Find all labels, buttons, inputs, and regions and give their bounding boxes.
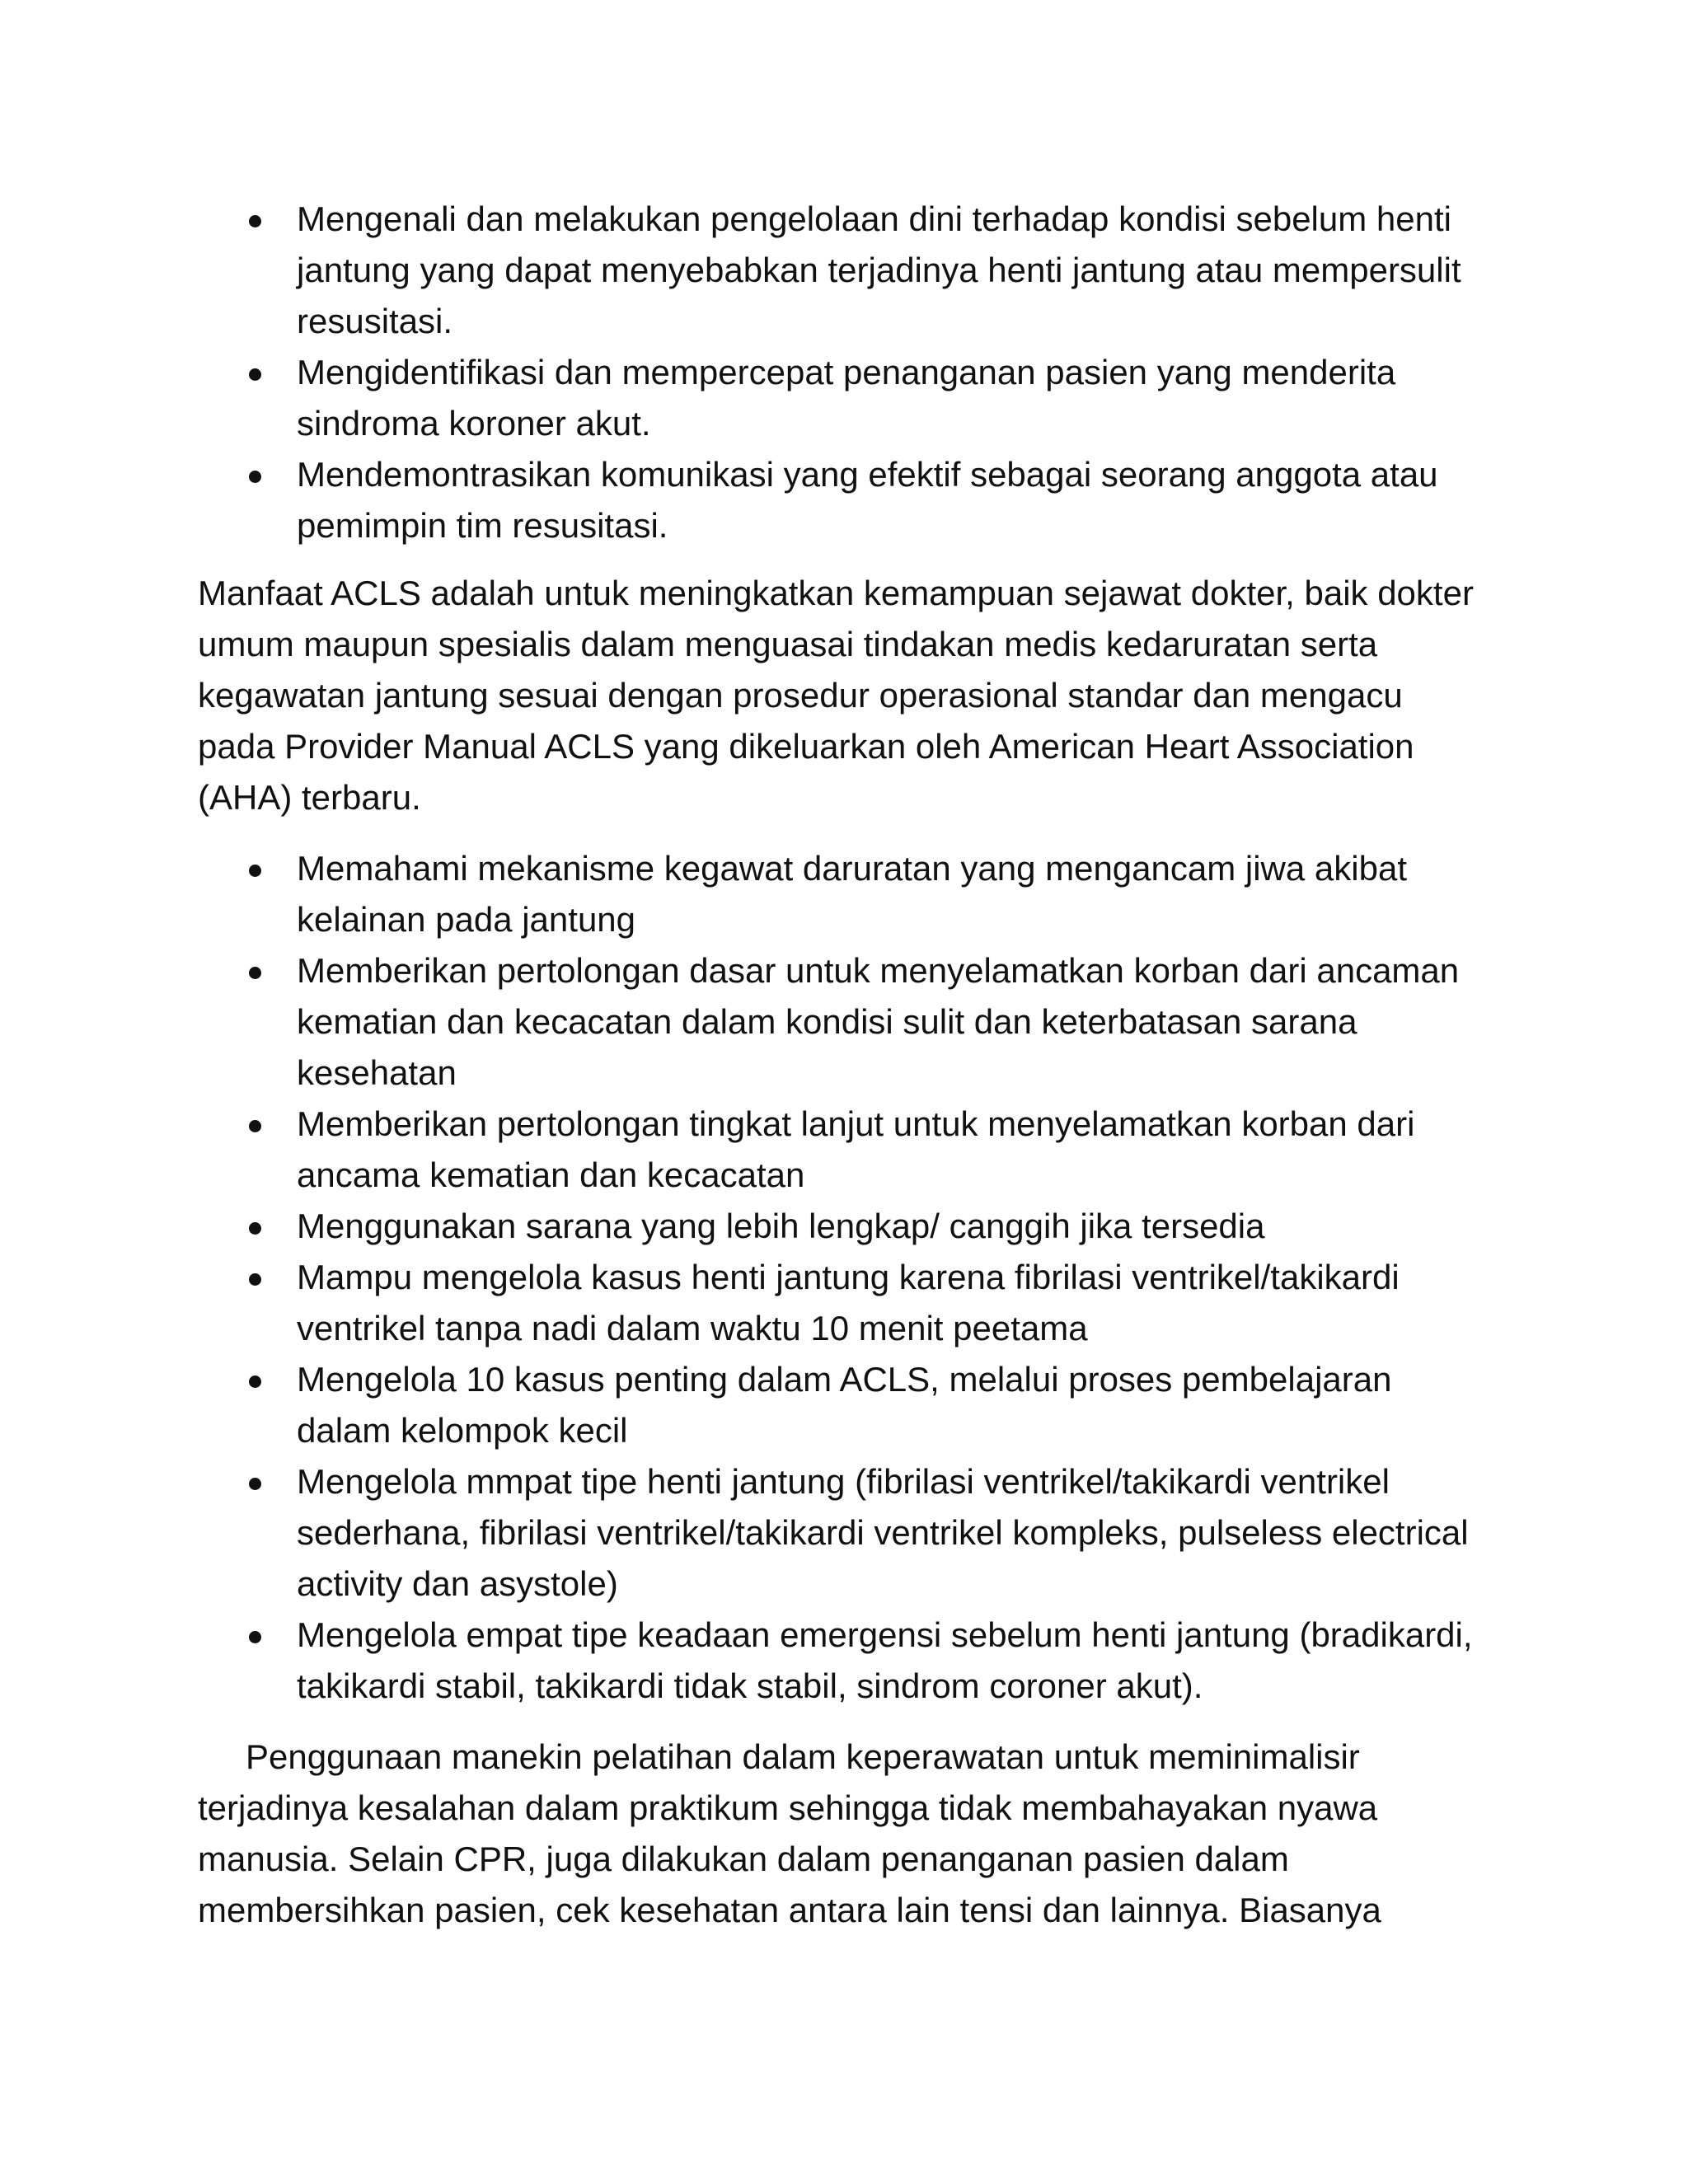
list-item-text: Mengelola mmpat tipe henti jantung (fibrilasi ventrikel/takikardi ventrikel sederhana, fibrilasi ventrikel/takikardi ventrikel kompleks, pulseless electrical activity dan asystole) <box>297 1462 1469 1603</box>
list-item <box>198 945 1484 1099</box>
list-item <box>198 1099 1484 1201</box>
bullet-icon <box>249 471 261 483</box>
bullet-icon <box>249 368 261 381</box>
list-item <box>198 1610 1484 1712</box>
list-item-text: Memahami mekanisme kegawat daruratan yang mengancam jiwa akibat kelainan pada jantung <box>297 849 1407 939</box>
bullet-icon <box>249 1478 261 1490</box>
list-item <box>198 1456 1484 1610</box>
list-item <box>198 194 1484 347</box>
list-item-text: Menggunakan sarana yang lebih lengkap/ canggih jika tersedia <box>297 1207 1265 1245</box>
manikin-paragraph: Penggunaan manekin pelatihan dalam keperawatan untuk meminimalisir terjadinya kesalahan dalam praktikum sehingga tidak membahayakan nyawa manusia. Selain CPR, juga dilakukan dalam penanganan pasien dalam membersihkan pasien, cek kesehatan antara lain tensi dan lainnya. Biasanya <box>198 1737 1381 1929</box>
acls-paragraph: Manfaat ACLS adalah untuk meningkatkan kemampuan sejawat dokter, baik dokter umum maupun spesialis dalam menguasai tindakan medis kedaruratan serta kegawatan jantung sesuai dengan prosedur operasional standar dan mengacu pada Provider Manual ACLS yang dikeluarkan oleh American Heart Association (AHA) terbaru. <box>198 574 1474 817</box>
bullet-icon <box>249 967 261 979</box>
objectives-list <box>198 194 1484 551</box>
list-item-text: Mengelola 10 kasus penting dalam ACLS, melalui proses pembelajaran dalam kelompok kecil <box>297 1360 1392 1450</box>
list-item <box>198 1252 1484 1354</box>
list-item <box>198 1201 1484 1252</box>
bullet-icon <box>249 1376 261 1388</box>
list-item-text: Mampu mengelola kasus henti jantung karena fibrilasi ventrikel/takikardi ventrikel tanpa nadi dalam waktu 10 menit peetama <box>297 1258 1400 1347</box>
bullet-icon <box>249 1273 261 1286</box>
list-item-text: Mendemontrasikan komunikasi yang efektif sebagai seorang anggota atau pemimpin tim resusitasi. <box>297 455 1438 545</box>
list-item <box>198 347 1484 449</box>
benefits-list <box>198 843 1484 1712</box>
list-item-text: Mengelola empat tipe keadaan emergensi sebelum henti jantung (bradikardi, takikardi stabil, takikardi tidak stabil, sindrom coroner akut). <box>297 1615 1473 1705</box>
list-item-text: Mengidentifikasi dan mempercepat penanganan pasien yang menderita sindroma koroner akut. <box>297 353 1396 443</box>
bullet-icon <box>249 1222 261 1235</box>
list-item <box>198 843 1484 945</box>
list-item <box>198 1354 1484 1456</box>
document-body <box>198 194 1484 1936</box>
bullet-icon <box>249 1631 261 1643</box>
bullet-icon <box>249 1120 261 1132</box>
bullet-icon <box>249 215 261 227</box>
list-item-text: Memberikan pertolongan dasar untuk menyelamatkan korban dari ancaman kematian dan kecacatan dalam kondisi sulit dan keterbatasan sarana kesehatan <box>297 951 1460 1092</box>
list-item-text: Mengenali dan melakukan pengelolaan dini terhadap kondisi sebelum henti jantung yang dapat menyebabkan terjadinya henti jantung atau mempersulit resusitasi. <box>297 199 1461 340</box>
list-item-text: Memberikan pertolongan tingkat lanjut untuk menyelamatkan korban dari ancama kematian dan kecacatan <box>297 1104 1415 1194</box>
list-item <box>198 449 1484 551</box>
bullet-icon <box>249 865 261 877</box>
